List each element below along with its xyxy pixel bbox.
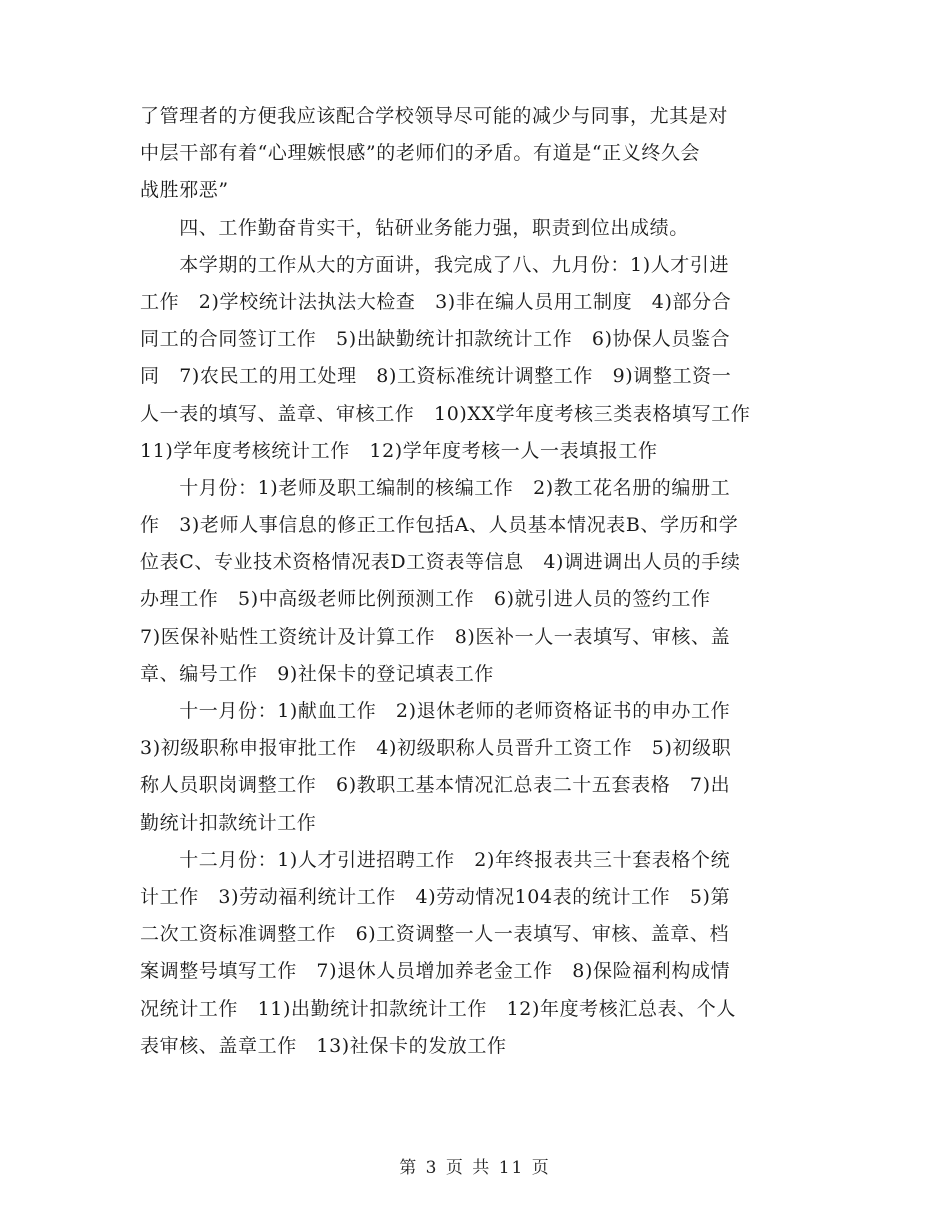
- text-line: 二次工资标准调整工作 6)工资调整一人一表填写、审核、盖章、档: [140, 923, 730, 946]
- section-heading: 四、工作勤奋肯实干，钻研业务能力强，职责到位出成绩。: [140, 216, 689, 239]
- text-line: 3)初级职称申报审批工作 4)初级职称人员晋升工资工作 5)初级职: [140, 737, 732, 760]
- body-text: [140, 98, 810, 1065]
- text-line: 计工作 3)劳动福利统计工作 4)劳动情况104表的统计工作 5)第: [140, 885, 731, 908]
- text-line: 十二月份：1)人才引进招聘工作 2)年终报表共三十套表格个统: [140, 848, 731, 871]
- text-line: 作 3)老师人事信息的修正工作包括A、人员基本情况表B、学历和学: [140, 514, 739, 537]
- text-line: 表审核、盖章工作 13)社保卡的发放工作: [140, 1034, 507, 1057]
- text-line: 同工的合同签订工作 5)出缺勤统计扣款统计工作 6)协保人员鉴合: [140, 328, 731, 351]
- text-line: 十一月份：1)献血工作 2)退休老师的老师资格证书的申办工作: [140, 700, 731, 722]
- text-line: 人一表的填写、盖章、审核工作 10)XX学年度考核三类表格填写工作: [140, 402, 751, 425]
- text-line: 称人员职岗调整工作 6)教职工基本情况汇总表二十五套表格 7)出: [140, 774, 731, 797]
- text-line: 十月份：1)老师及职工编制的核编工作 2)教工花名册的编册工: [140, 476, 731, 499]
- text-line: 本学期的工作从大的方面讲，我完成了八、九月份：1)人才引进: [140, 253, 730, 276]
- text-line: 工作 2)学校统计法执法大检查 3)非在编人员用工制度 4)部分合: [140, 290, 732, 313]
- text-line: 中层干部有着“心理嫉恨感”的老师们的矛盾。有道是“正义终久会: [140, 142, 701, 165]
- text-line: 了管理者的方便我应该配合学校领导尽可能的减少与同事，尤其是对: [140, 105, 729, 127]
- text-line: 案调整号填写工作 7)退休人员增加养老金工作 8)保险福利构成情: [140, 960, 731, 983]
- text-line: 战胜邪恶”: [140, 179, 229, 202]
- text-line: 同 7)农民工的用工处理 8)工资标准统计调整工作 9)调整工资一: [140, 365, 732, 388]
- text-line: 位表C、专业技术资格情况表D工资表等信息 4)调进调出人员的手续: [140, 551, 741, 574]
- text-line: 办理工作 5)中高级老师比例预测工作 6)就引进人员的签约工作: [140, 588, 711, 611]
- text-line: 11)学年度考核统计工作 12)学年度考核一人一表填报工作: [140, 439, 658, 462]
- text-line: 章、编号工作 9)社保卡的登记填表工作: [140, 662, 494, 685]
- page-number-footer: 第 3 页 共 11 页: [399, 1158, 551, 1178]
- text-line: 况统计工作 11)出勤统计扣款统计工作 12)年度考核汇总表、个人: [140, 997, 736, 1020]
- text-line: 勤统计扣款统计工作: [140, 811, 317, 834]
- text-line: 7)医保补贴性工资统计及计算工作 8)医补一人一表填写、审核、盖: [140, 625, 731, 648]
